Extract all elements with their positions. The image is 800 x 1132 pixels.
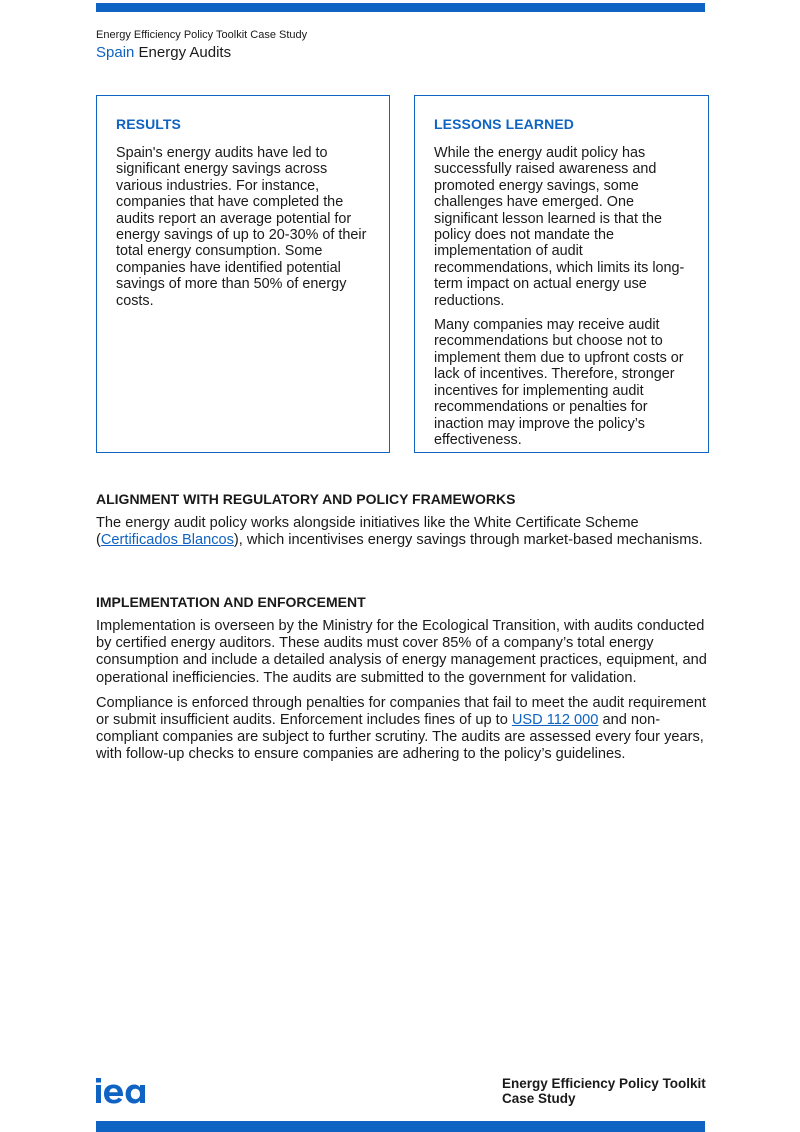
alignment-paragraph — [96, 515, 716, 549]
footer-line-1: Energy Efficiency Policy Toolkit — [502, 1076, 706, 1091]
alignment-text-after: ), which incentivises energy savings through market-based mechanisms. — [233, 532, 703, 549]
footer-line-2: Case Study — [502, 1090, 576, 1106]
results-heading: RESULTS — [116, 116, 181, 132]
bottom-accent-bar — [96, 1121, 705, 1132]
document-subtitle: Energy Efficiency Policy Toolkit Case Study — [96, 29, 308, 41]
results-paragraph: Spain's energy audits have led to significant energy savings across various industries. For instance, companies that have completed the audits report an average potential for energy savings of up to 20-30% of their total energy consumption. Some companies have identified potential savings of more than 50% of energy costs. — [116, 145, 367, 309]
alignment-text-before: The energy audit policy works alongside initiatives like the White Certificate Scheme ( — [96, 515, 639, 549]
alignment-section — [96, 491, 716, 557]
implementation-paragraph-2 — [96, 695, 716, 764]
certificados-blancos-link[interactable]: Certificados Blancos — [100, 532, 234, 549]
implementation-section — [96, 594, 716, 772]
footer-publication-title — [502, 1077, 722, 1106]
implementation-heading: IMPLEMENTATION AND ENFORCEMENT — [96, 594, 366, 610]
lessons-learned-box — [414, 95, 709, 453]
implementation-paragraph-1: Implementation is overseen by the Ministry for the Ecological Transition, with audits conducted by certified energy auditors. These audits must cover 85% of a company’s total energy consumption and include a detailed analysis of energy management practices, equipment, and operational inefficiencies. The audits are submitted to the government for validation. — [96, 618, 707, 686]
page-title — [96, 44, 231, 61]
compliance-text-before: Compliance is enforced through penalties for companies that fail to meet the audit requirement or submit insufficient audits. Enforcement includes fines of up to — [96, 694, 707, 729]
results-box — [96, 95, 390, 453]
compliance-text-after: and non-compliant companies are subject to further scrutiny. The audits are assessed every four years, with follow-up checks to ensure companies are adhering to the policy’s guidelines. — [96, 712, 704, 763]
page-title-text: Energy Audits — [138, 44, 232, 61]
lessons-paragraph-1: While the energy audit policy has successfully raised awareness and promoted energy savings, some challenges have emerged. One significant lesson learned is that the policy does not mandate the implementation of audit recommendations, which limits its long-term impact on actual energy use reductions. — [434, 145, 685, 309]
lessons-heading: LESSONS LEARNED — [434, 116, 574, 132]
top-accent-bar — [96, 3, 705, 12]
alignment-heading: ALIGNMENT WITH REGULATORY AND POLICY FRAMEWORKS — [96, 491, 516, 507]
iea-logo — [96, 1078, 156, 1109]
fine-amount-link[interactable]: USD 112 000 — [511, 712, 599, 729]
country-name: Spain — [96, 44, 135, 61]
lessons-paragraph-2: Many companies may receive audit recommendations but choose not to implement them due to upfront costs or lack of incentives. Therefore, stronger incentives for implementing audit recommendations or penalties for inaction may improve the policy’s effectiveness. — [434, 317, 684, 448]
